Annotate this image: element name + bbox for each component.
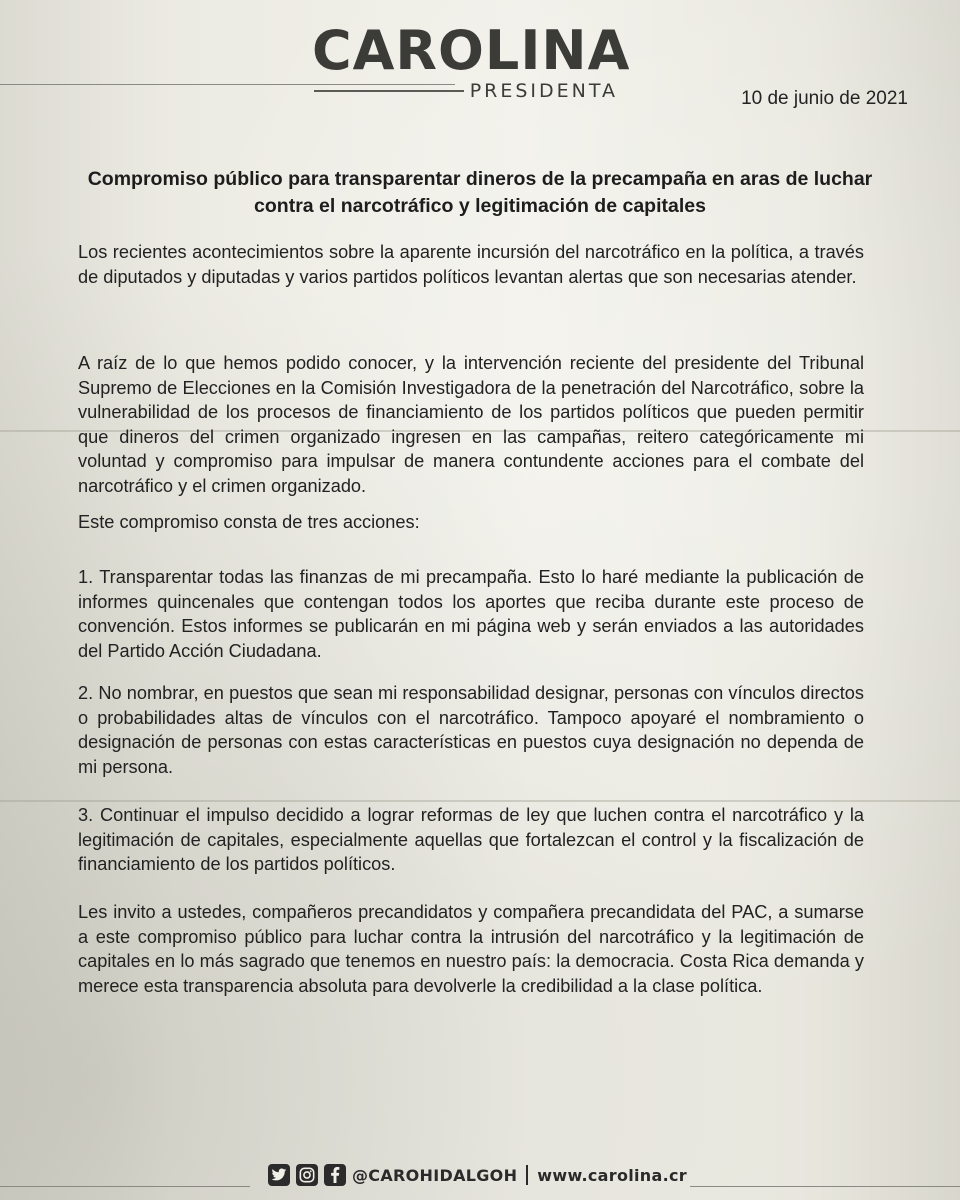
paragraph-action-3: 3. Continuar el impulso decidido a lograr reformas de ley que luchen contra el narcotráfico y la legitimación de capitales, especialmente aquellas que fortalezcan el control y la fiscalización de financiamiento de los partidos políticos. [78,805,864,875]
letter-title [70,166,890,220]
footer-rule-left [0,1186,250,1187]
title-line-1: Compromiso público para transparentar dineros de la precampaña en aras de luchar [87,168,873,190]
logo-subtitle: PRESIDENTA [469,80,618,102]
logo-underline [314,90,464,92]
social-links [268,1164,687,1186]
social-handle: @CAROHIDALGOH [352,1165,518,1185]
paragraph-intro: Los recientes acontecimientos sobre la aparente incursión del narcotráfico en la política, a través de diputados y diputadas y varios partidos políticos levantan alertas que son necesarias atender. [78,242,864,287]
paragraph-closing: Les invito a ustedes, compañeros precandidatos y compañera precandidata del PAC, a sumarse a este compromiso público para luchar contra la intrusión del narcotráfico y la legitimación de capitales en lo más sagrado que tenemos en nuestro país: la democracia. Costa Rica demanda y merece esta transparencia absoluta para devolverle la credibilidad a la clase política. [78,902,864,996]
campaign-logo [312,19,631,102]
letter-date: 10 de junio de 2021 [741,88,908,109]
title-line-2: contra el narcotráfico y legitimación de capitales [254,195,706,217]
letter-footer [0,1160,960,1200]
facebook-icon [324,1164,346,1186]
logo-name: CAROLINA [312,19,631,82]
twitter-icon [268,1164,290,1186]
paragraph-action-1: 1. Transparentar todas las finanzas de mi precampaña. Esto lo haré mediante la publicación de informes quincenales que contengan todos los aportes que reciba durante este proceso de convención. Estos informes se publicarán en mi página web y serán enviados a las autoridades del Partido Acción Ciudadana. [78,567,864,661]
footer-rule-right [690,1186,960,1187]
paragraph-actions-intro: Este compromiso consta de tres acciones: [78,512,420,532]
footer-separator [526,1165,528,1185]
instagram-icon [296,1164,318,1186]
paragraph-action-2: 2. No nombrar, en puestos que sean mi responsabilidad designar, personas con vínculos directos o probabilidades altas de vínculos con el narcotráfico. Tampoco apoyaré el nombramiento o designación de personas con estas características en puestos cuya designación no dependa de mi persona. [78,683,864,777]
paper-fold [0,800,960,802]
header-rule [0,84,455,85]
website-link[interactable]: www.carolina.cr [537,1165,687,1185]
paragraph-context: A raíz de lo que hemos podido conocer, y la intervención reciente del presidente del Tribunal Supremo de Elecciones en la Comisión Investigadora de la penetración del Narcotráfico, sobre la vulnerabilidad de los procesos de financiamiento de los partidos políticos que pueden permitir que dineros del crimen organizado ingresen en las campañas, reitero categóricamente mi voluntad y compromiso para impulsar de manera contundente acciones para el combate del narcotráfico y el crimen organizado. [78,353,864,496]
